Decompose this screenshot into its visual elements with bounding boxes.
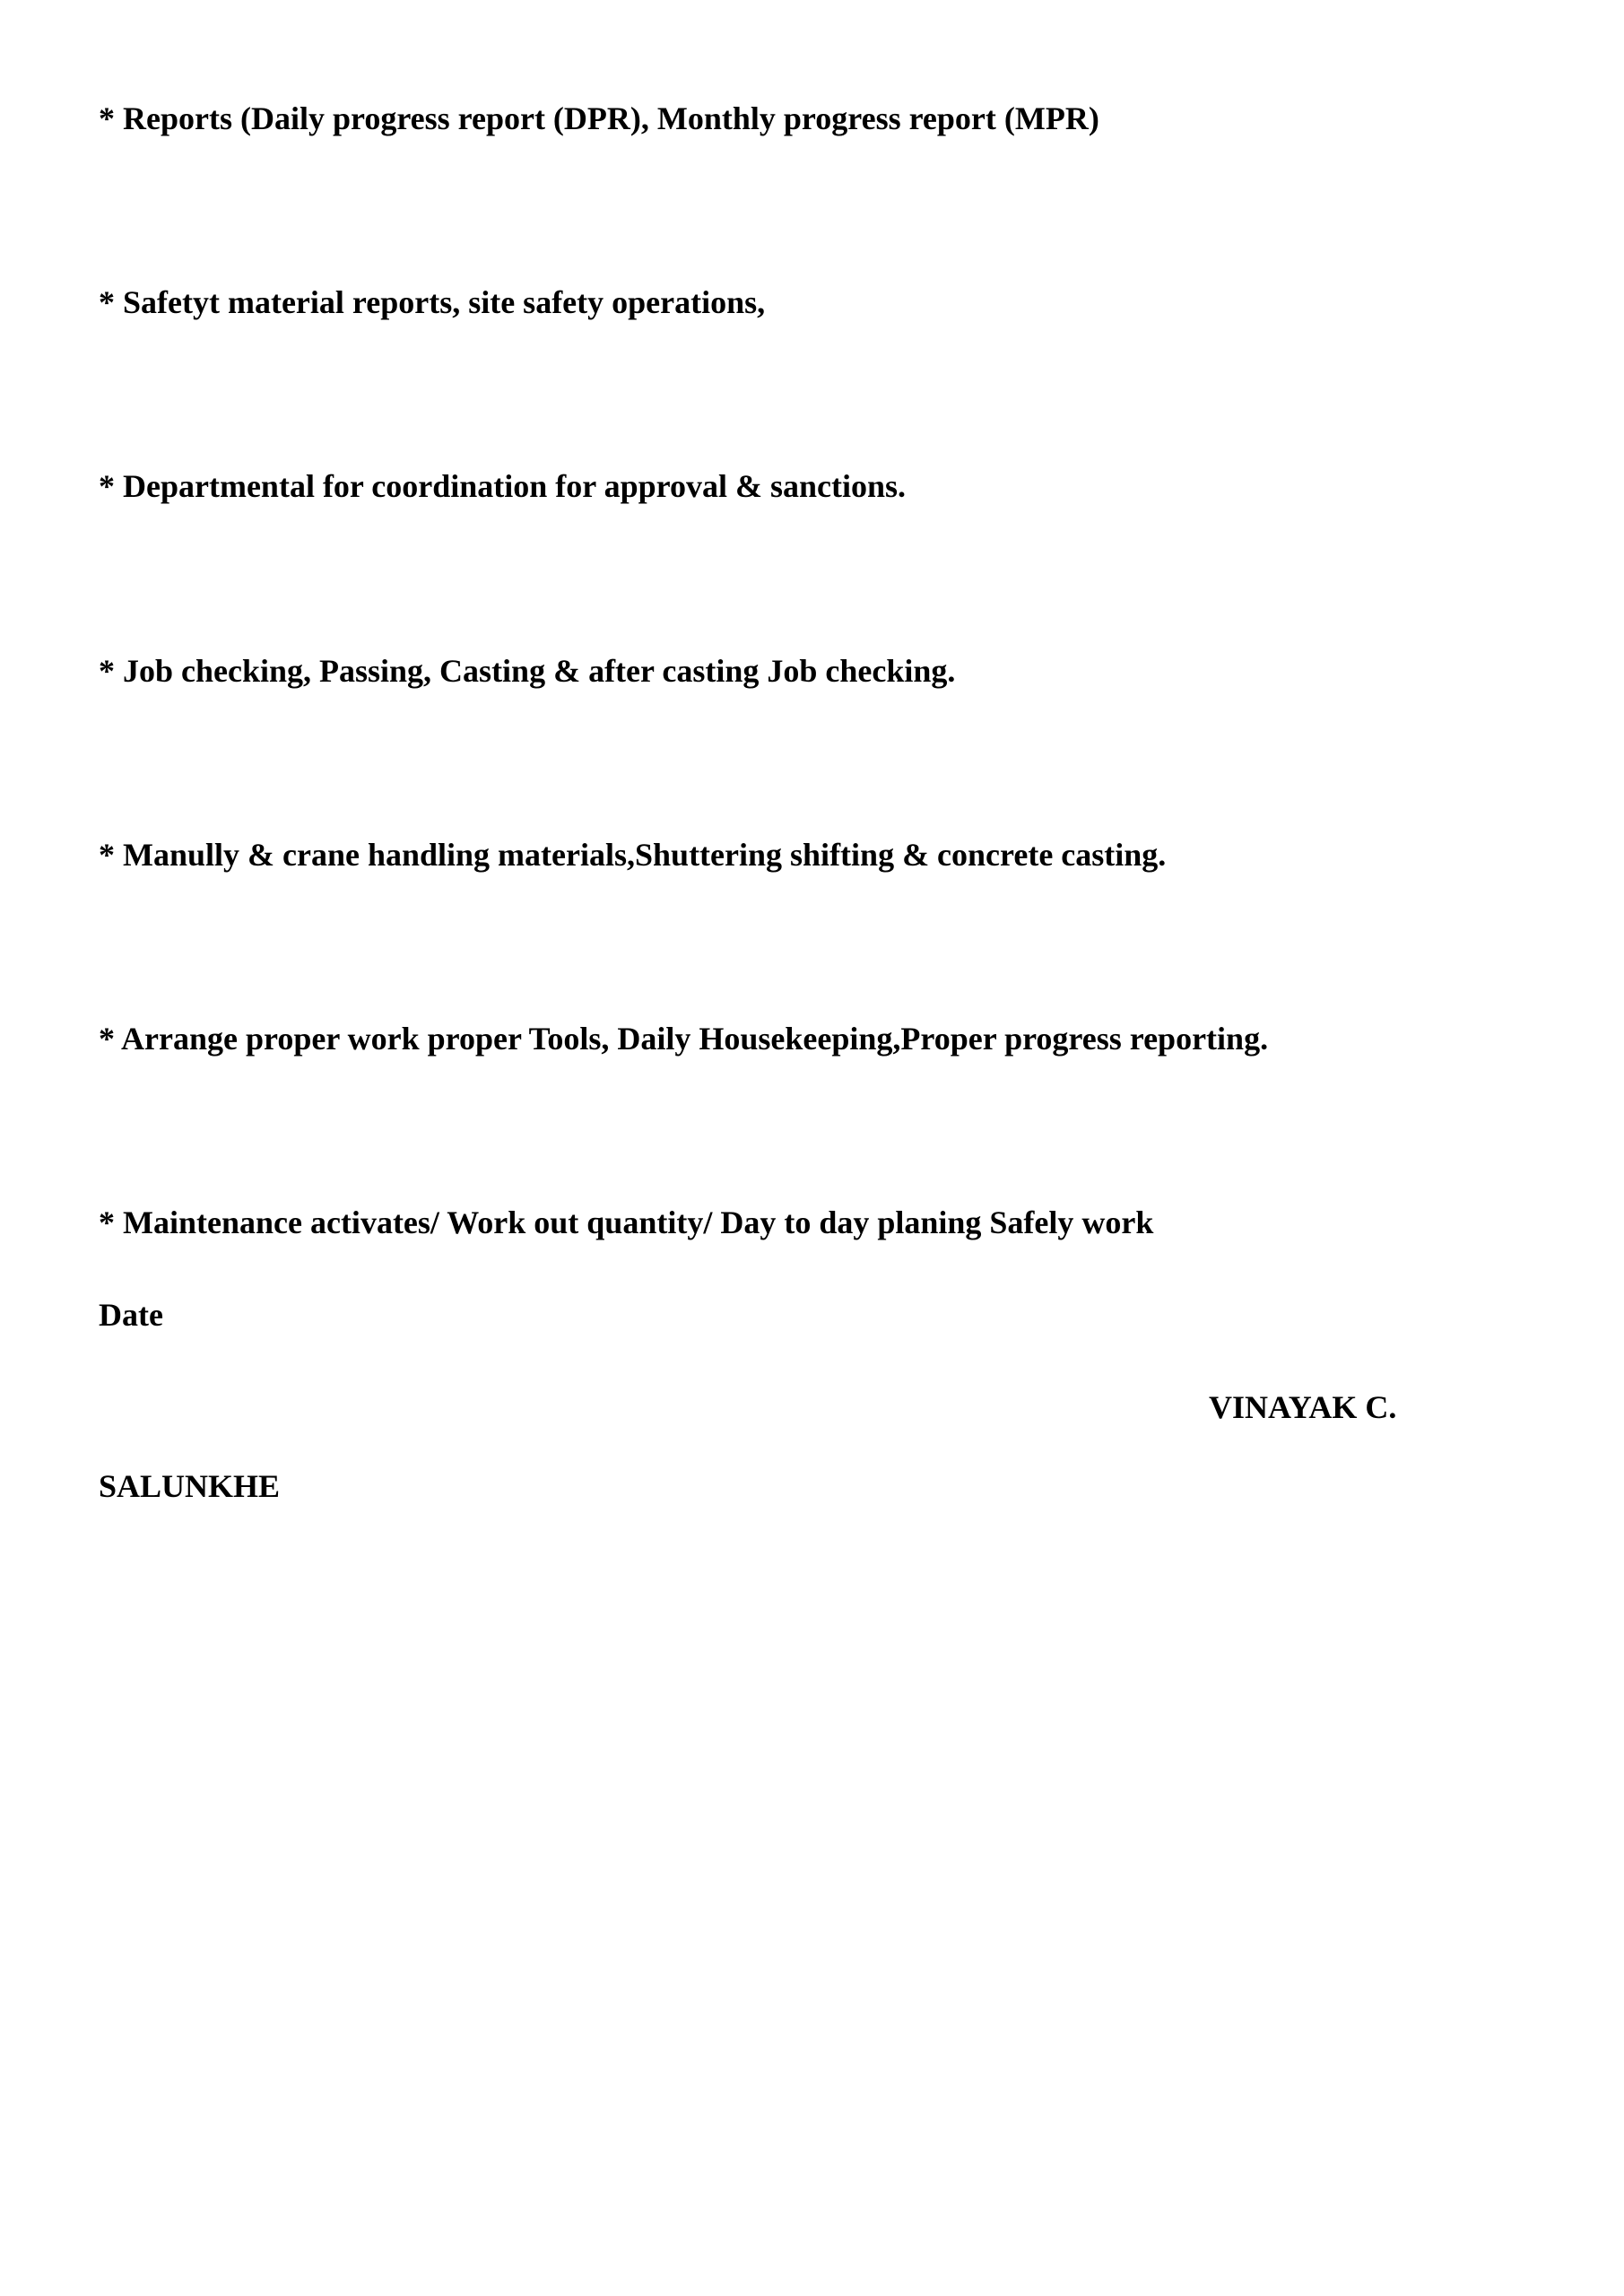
signatory-name-first: VINAYAK C. [1209,1389,1397,1425]
responsibility-item-safety: * Safetyt material reports, site safety operations, [99,284,766,320]
responsibility-item-material-handling: * Manully & crane handling materials,Shuttering shifting & concrete casting. [99,837,1167,873]
responsibility-item-coordination: * Departmental for coordination for approval & sanctions. [99,468,906,504]
date-label: Date [99,1297,163,1333]
responsibility-item-reports: * Reports (Daily progress report (DPR), Monthly progress report (MPR) [99,100,1099,136]
signatory-name-last: SALUNKHE [99,1468,281,1504]
responsibility-item-job-checking: * Job checking, Passing, Casting & after casting Job checking. [99,653,956,689]
responsibility-item-tools-housekeeping: * Arrange proper work proper Tools, Daily Housekeeping,Proper progress reporting. [99,1021,1269,1057]
responsibility-item-maintenance: * Maintenance activates/ Work out quantity/ Day to day planing Safely work [99,1205,1154,1240]
